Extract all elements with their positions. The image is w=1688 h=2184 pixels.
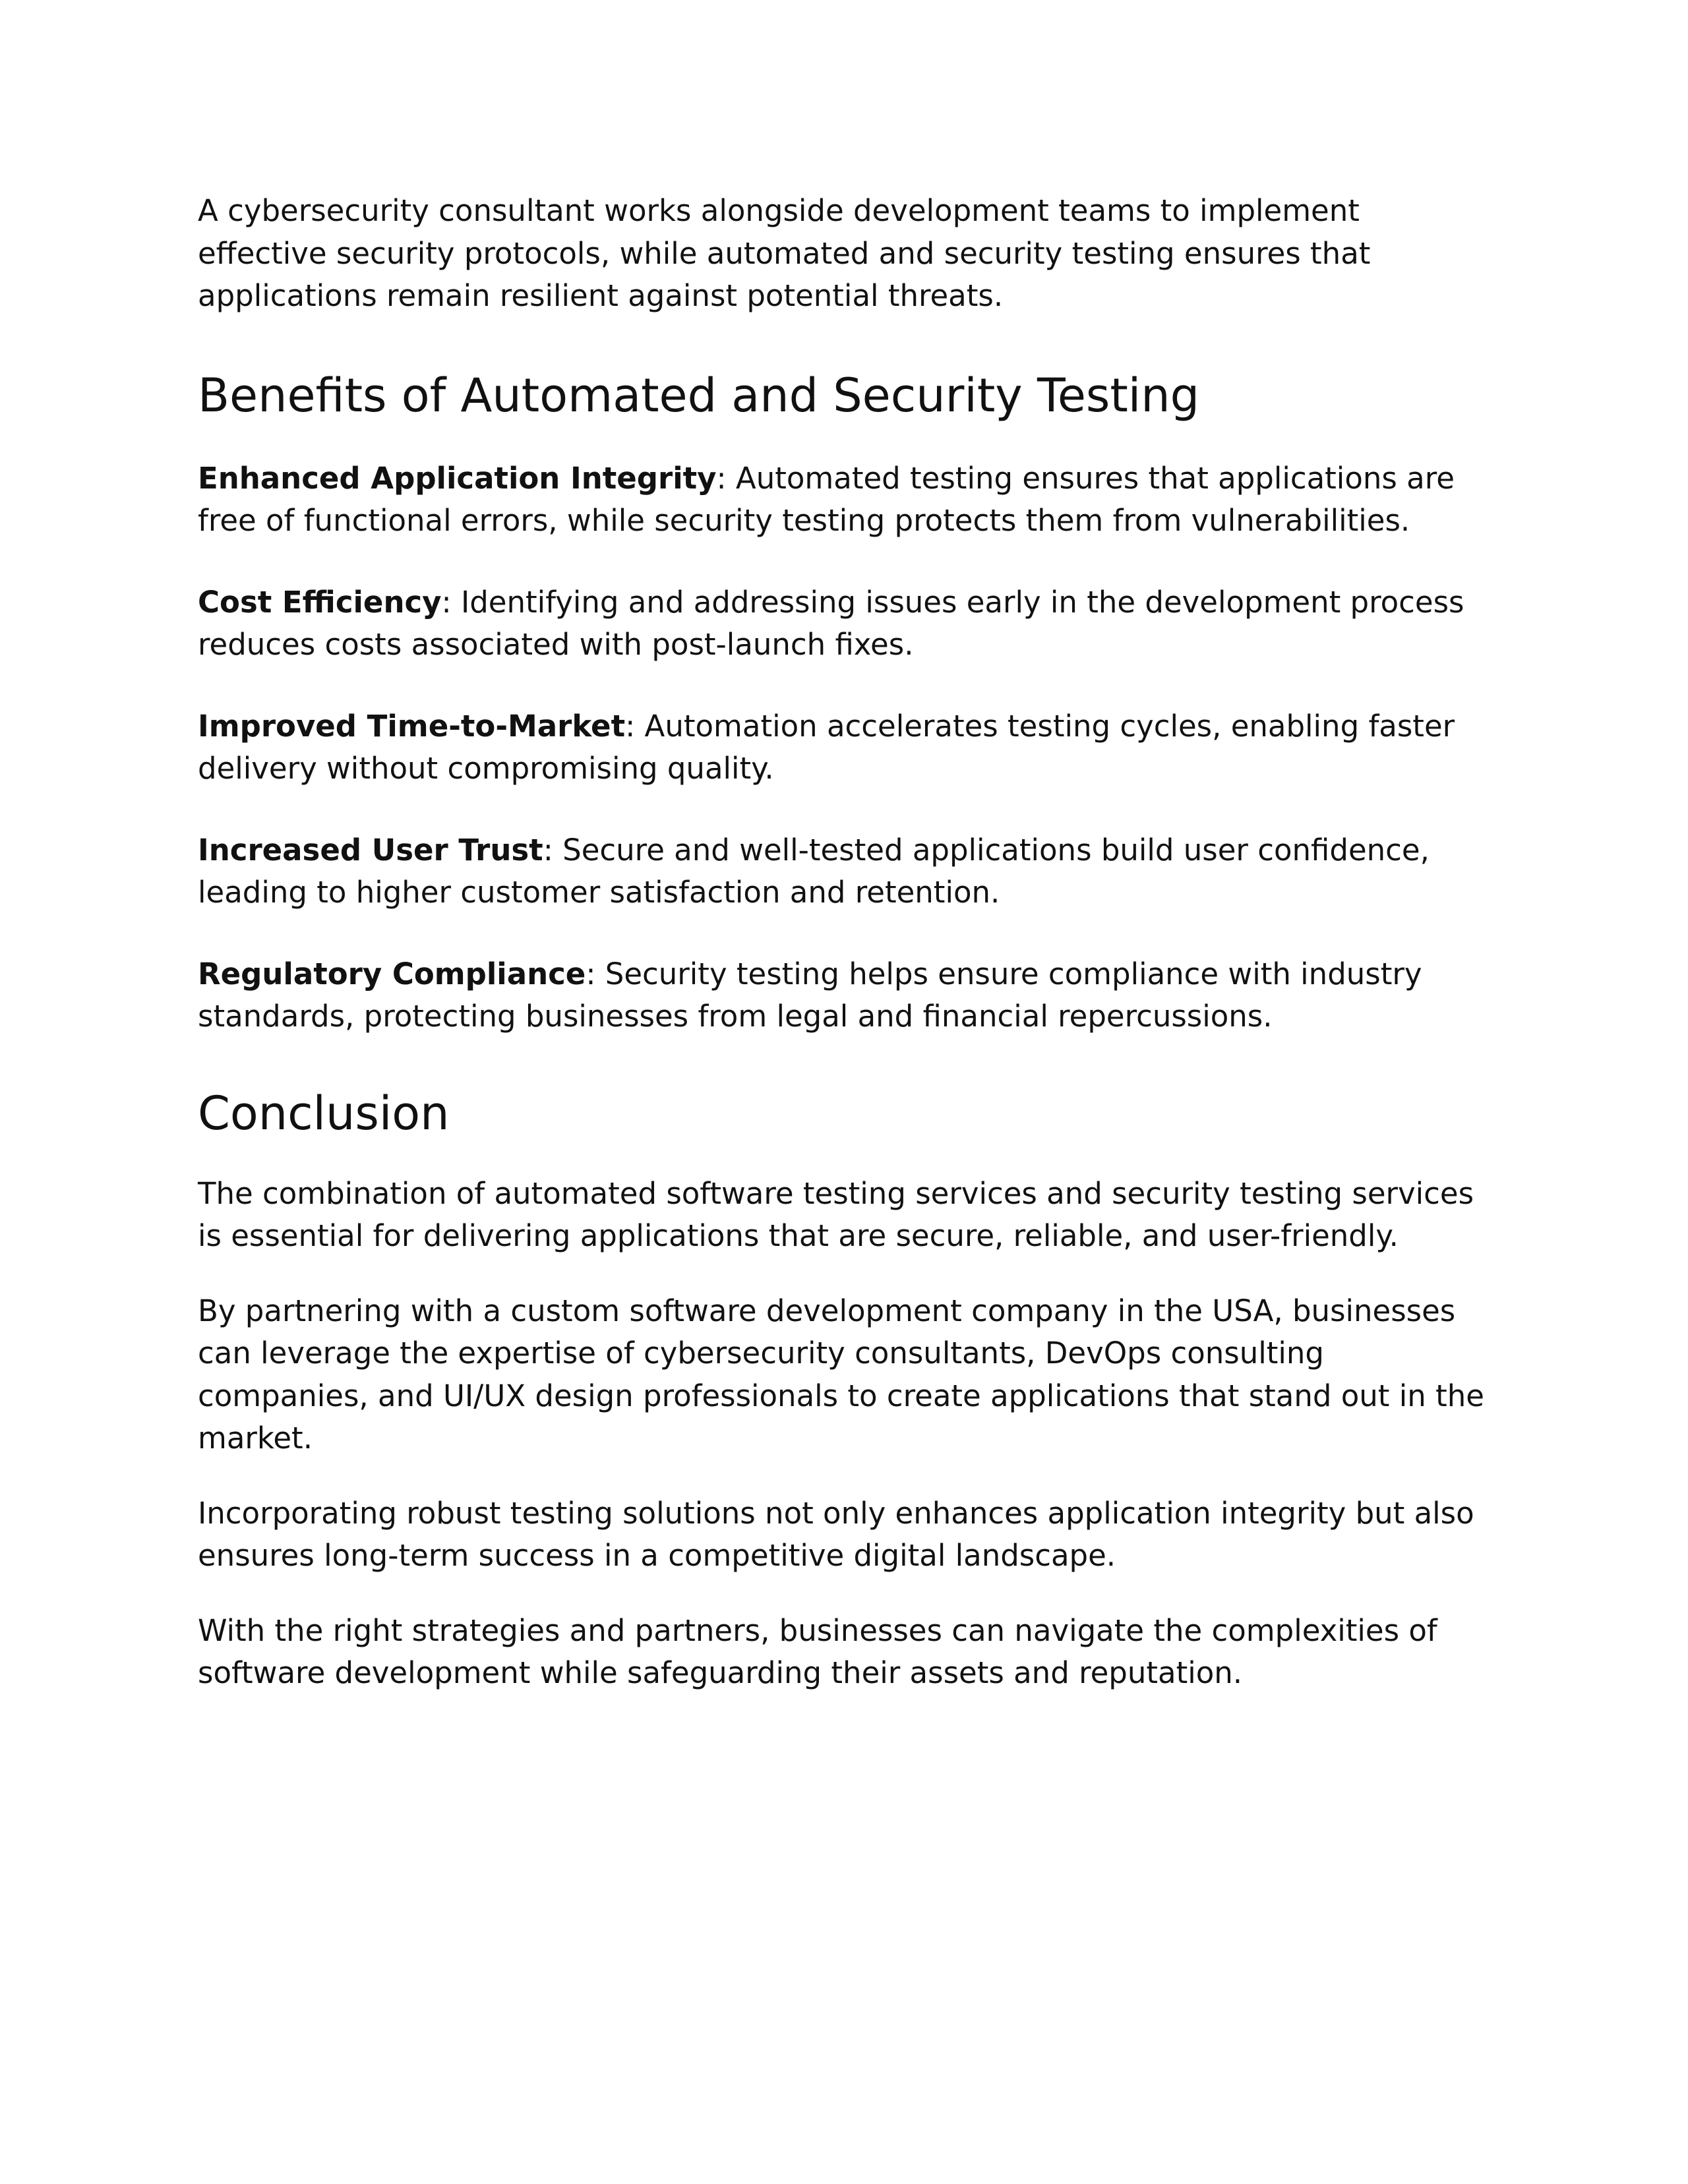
benefit-description: : Automation accelerates testing cycles, enabling faster delivery without compromising quality. [198, 708, 1455, 786]
benefit-item [198, 953, 1490, 1038]
benefit-description: : Identifying and addressing issues early in the development process reduces costs associated with post-launch fixes. [198, 584, 1464, 662]
benefits-heading: Benefits of Automated and Security Testing [198, 368, 1200, 423]
benefit-term: Improved Time-to-Market [198, 708, 626, 744]
benefit-item [198, 829, 1490, 914]
intro-paragraph: A cybersecurity consultant works alongside development teams to implement effective security protocols, while automated and security testing ensures that applications remain resilient against potential threats. [198, 193, 1371, 313]
document-body [198, 190, 1490, 1727]
benefit-term: Enhanced Application Integrity [198, 460, 717, 496]
conclusion-heading: Conclusion [198, 1086, 450, 1140]
benefit-description: : Automated testing ensures that applications are free of functional errors, while security testing protects them from vulnerabilities. [198, 460, 1455, 538]
benefit-term: Increased User Trust [198, 832, 543, 868]
benefit-item [198, 457, 1490, 543]
benefit-term: Regulatory Compliance [198, 956, 586, 991]
benefit-description: : Secure and well-tested applications build user confidence, leading to higher customer satisfaction and retention. [198, 832, 1430, 910]
benefit-item [198, 705, 1490, 790]
benefit-item [198, 581, 1490, 666]
conclusion-paragraph: Incorporating robust testing solutions not only enhances application integrity but also ensures long-term success in a competitive digital landscape. [198, 1495, 1474, 1573]
conclusion-paragraph: The combination of automated software testing services and security testing services is essential for delivering applications that are secure, reliable, and user-friendly. [198, 1175, 1474, 1253]
conclusion-paragraph: With the right strategies and partners, businesses can navigate the complexities of software development while safeguarding their assets and reputation. [198, 1612, 1437, 1690]
benefit-description: : Security testing helps ensure compliance with industry standards, protecting businesses from legal and financial repercussions. [198, 956, 1422, 1034]
conclusion-paragraph: By partnering with a custom software development company in the USA, businesses can leverage the expertise of cybersecurity consultants, DevOps consulting companies, and UI/UX design professionals to create applications that stand out in the market. [198, 1293, 1484, 1456]
benefit-term: Cost Efficiency [198, 584, 442, 620]
